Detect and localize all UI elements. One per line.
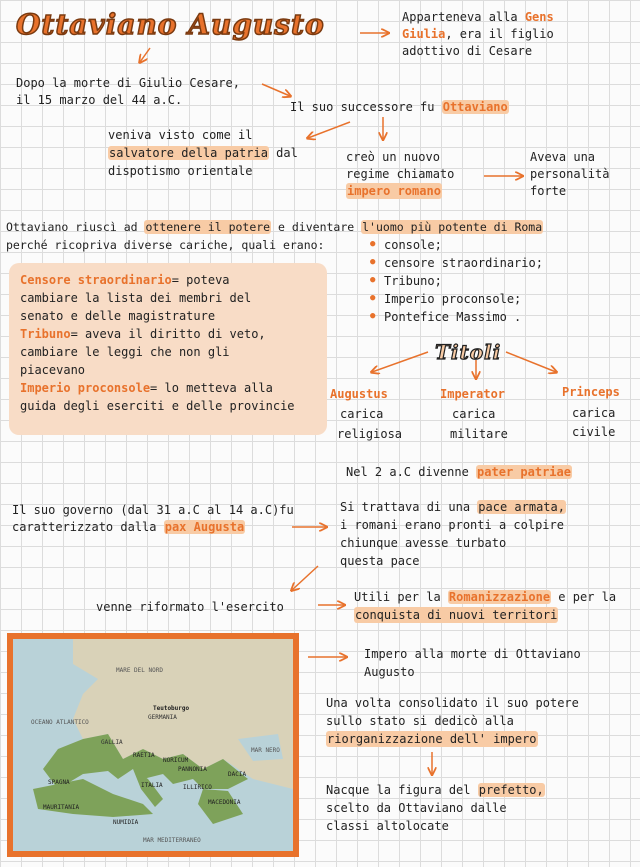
pace-armata-keyword: pace armata, (478, 500, 565, 514)
romanizzazione-keyword: Romanizzazione (448, 590, 551, 604)
utili-line-2: conquista di nuovi territori (355, 608, 558, 622)
box-text: = poteva (171, 273, 230, 287)
riusci-text-a: Ottaviano riuscì ad (6, 220, 145, 234)
page-title: Ottaviano Augusto (16, 8, 325, 41)
gens-text-2: , era il figlio (445, 27, 554, 41)
esercito-line: venne riformato l'esercito (96, 600, 284, 614)
uomo-potente-keyword: l'uomo più potente di Roma (362, 220, 543, 234)
personalita-line-1: Aveva una (530, 150, 596, 164)
arrow-icon (506, 352, 556, 372)
titolo-princeps-l1: carica (572, 406, 616, 420)
pax-keyword: pax Augusta (164, 520, 245, 534)
box-line-3: senato e delle magistrature (20, 309, 216, 323)
bullet-icon: ● (370, 257, 376, 267)
prefetto-line-2: scelto da Ottaviano dalle (326, 801, 507, 815)
gens-text: Apparteneva alla (402, 10, 525, 24)
box-line-2: cambiare la lista dei membri del (20, 291, 252, 305)
carica-item: Tribuno; (384, 274, 442, 288)
map-label: MACEDONIA (208, 799, 241, 806)
map-label: ITALIA (141, 782, 163, 789)
titolo-augustus-l2: religiosa (337, 427, 403, 441)
map-label: RAETIA (133, 752, 155, 759)
bullet-icon: ● (370, 311, 376, 321)
impero-morte-line-1: Impero alla morte di Ottaviano (364, 647, 581, 661)
creo-line-2: regime chiamato (346, 167, 455, 181)
titoli-heading: Titoli (435, 340, 502, 364)
bullet-icon: ● (370, 275, 376, 285)
pace-line-2: i romani erano pronti a colpire (340, 518, 564, 532)
carica-item: censore straordinario; (384, 256, 543, 270)
arrow-icon (292, 566, 318, 590)
ottenere-keyword: ottenere il potere (145, 220, 271, 234)
titolo-princeps-l2: civile (572, 425, 616, 439)
visto-line-1: veniva visto come il (108, 128, 253, 142)
visto-text: dal (268, 146, 298, 160)
map-label: ILLIRICO (183, 784, 212, 791)
map-label: PANNONIA (178, 766, 207, 773)
consolidato-line-1: Una volta consolidato il suo potere (326, 696, 579, 710)
titolo-imperator-l1: carica (452, 407, 496, 421)
map-label: NORICUM (163, 757, 189, 764)
map-label: MARE DEL NORD (116, 667, 163, 674)
map-label: OCEANO ATLANTICO (31, 719, 89, 726)
prefetto-keyword: prefetto, (478, 783, 544, 797)
visto-line-3: dispotismo orientale (108, 164, 253, 178)
riusci-text-c: e diventare (271, 220, 362, 234)
map-label: MAR NERO (251, 747, 280, 754)
carica-item: Pontefice Massimo . (384, 310, 522, 324)
titolo-princeps: Princeps (562, 385, 620, 399)
personalita-line-3: forte (530, 184, 567, 198)
pace-line-4: questa pace (340, 554, 420, 568)
box-line-5: cambiare le leggi che non gli (20, 345, 230, 359)
map-label: SPAGNA (48, 779, 70, 786)
dopo-line-2: il 15 marzo del 44 a.C. (16, 93, 183, 107)
arrow-icon (308, 122, 350, 138)
titolo-imperator-l2: militare (450, 427, 508, 441)
governo-text: caratterizzato dalla (12, 520, 164, 534)
imperio-keyword: Imperio proconsole (20, 381, 151, 395)
pace-text: Si trattava di una (340, 500, 478, 514)
map-label: NUMIDIA (113, 819, 139, 826)
map-label: Teutoburgo (153, 705, 190, 712)
pace-line-3: chiunque avesse turbato (340, 536, 507, 550)
impero-morte-line-2: Augusto (364, 665, 415, 679)
bullet-icon: ● (370, 293, 376, 303)
governo-line-1: Il suo governo (dal 31 a.C al 14 a.C)fu (12, 503, 294, 517)
box-line-8: guida degli eserciti e delle provincie (20, 399, 295, 413)
consolidato-line-2: sullo stato si dedicò alla (326, 714, 514, 728)
carica-item: console; (384, 238, 442, 252)
box-line-6: piacevano (20, 363, 86, 377)
titolo-augustus: Augustus (330, 387, 388, 401)
utili-text-c: e per la (551, 590, 617, 604)
ottaviano-keyword: Ottaviano (442, 100, 508, 114)
arrow-icon (140, 48, 150, 62)
tribuno-keyword: Tribuno (20, 327, 71, 341)
map-label: DACIA (228, 771, 247, 778)
riusci-line-2: perché ricopriva diverse cariche, quali erano: (6, 238, 325, 252)
giulia-keyword: Giulia (402, 27, 446, 41)
gens-keyword: Gens (524, 10, 554, 24)
box-text: = lo metteva alla (150, 381, 273, 395)
prefetto-text: Nacque la figura del (326, 783, 478, 797)
pater-keyword: pater patriae (477, 465, 571, 479)
salvatore-keyword: salvatore della patria (109, 146, 268, 160)
utili-text: Utili per la (354, 590, 448, 604)
riorganizzazione-keyword: riorganizzazione dell' impero (327, 732, 537, 746)
map-label: MAR MEDITERRANEO (143, 837, 201, 844)
arrow-icon (372, 352, 428, 372)
box-text: = aveva il diritto di veto, (70, 327, 266, 341)
censore-keyword: Censore straordinario (20, 273, 172, 287)
successore-text: Il suo successore fu (290, 100, 442, 114)
titolo-augustus-l1: carica (340, 407, 384, 421)
arrow-icon (262, 84, 290, 96)
map-label: MAURITANIA (43, 804, 80, 811)
carica-item: Imperio proconsole; (384, 292, 522, 306)
dopo-line-1: Dopo la morte di Giulio Cesare, (16, 76, 240, 90)
creo-line-1: creò un nuovo (346, 150, 440, 164)
prefetto-line-3: classi altolocate (326, 819, 449, 833)
bullet-icon: ● (370, 239, 376, 249)
map-label: GALLIA (101, 739, 123, 746)
gens-line-3: adottivo di Cesare (402, 44, 533, 58)
personalita-line-2: personalità (530, 167, 610, 181)
map-label: GERMANIA (148, 714, 177, 721)
impero-romano-keyword: impero romano (347, 184, 441, 198)
titolo-imperator: Imperator (440, 387, 506, 401)
pater-text: Nel 2 a.C divenne (346, 465, 477, 479)
